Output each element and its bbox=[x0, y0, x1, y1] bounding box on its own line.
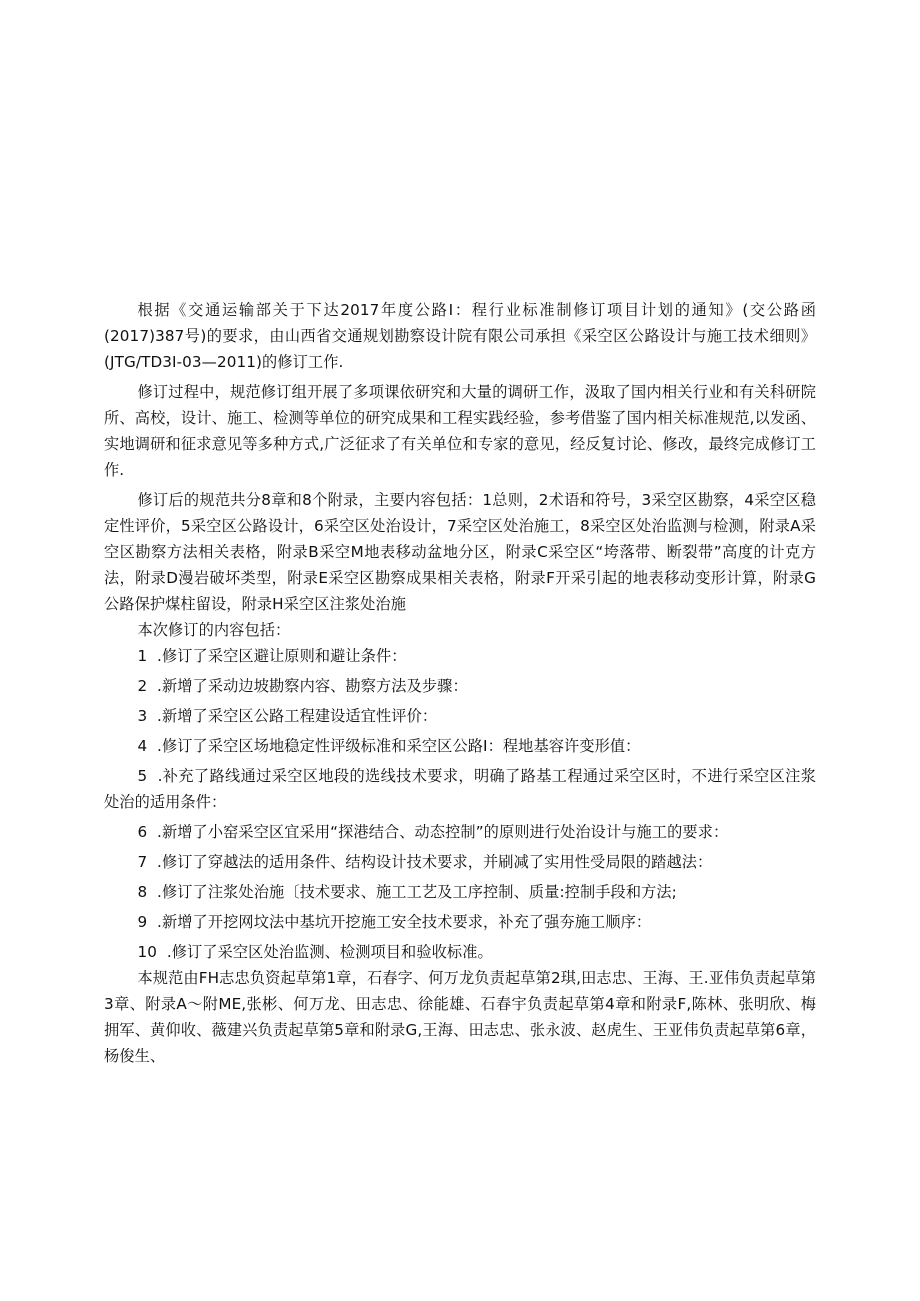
revision-item-3: 3 .新增了采空区公路工程建设适宜性评价： bbox=[137, 707, 438, 725]
revision-item-9: 9 .新增了开挖网坟法中基坑开挖施工安全技术要求，补充了强夯施工顺序： bbox=[137, 913, 652, 931]
paragraph-revision-basis: 根据《交通运输部关于下达2017年度公路I：程行业标准制修订项目计划的通知》(交公路函(2017)387号)的要求，由山西省交通规划勘察设计院有限公司承担《采空区公路设计与施工技术细则》(JTG∕TD3I-03—2011)的修订工作. bbox=[104, 301, 816, 371]
revision-item-6: 6 .新增了小窑采空区宜采用“探港结合、动态控制”的原则进行处治设计与施工的要求： bbox=[137, 823, 729, 841]
paragraph-revision-intro: 本次修订的内容包括： bbox=[137, 621, 291, 639]
revision-item-4: 4 .修订了采空区场地稳定性评级标准和采空区公路I：程地基容许变形值： bbox=[137, 737, 641, 755]
paragraph-revision-process: 修订过程中，规范修订组开展了多项课依研究和大量的调研工作，汲取了国内相关行业和有关科研院所、高校，设计、施工、检测等单位的研究成果和工程实践经验，参考借鉴了国内相关标准规范,以发函、实地调研和征求意见等多种方式,广泛征求了有关单位和专家的意见，经反复讨论、修改，最终完成修订工作. bbox=[104, 383, 816, 479]
paragraph-drafting-responsibilities: 本规范由FH志忠负资起草第1章，石春字、何万龙负责起草第2琪,田志忠、王海、王.亚伟负责起草第3章、附录A〜附ME,张彬、何万龙、田志忠、徐能雄、石春宇负责起草第4章和附录F,陈林、张明欣、梅拥军、黄仰收、薇建兴负责起草第5章和附录G,王海、田志忠、张永波、赵虎生、王亚伟负责起草第6章，杨俊生、 bbox=[104, 969, 816, 1065]
revision-item-1: 1 .修订了采空区避让原则和避让条件： bbox=[137, 647, 407, 665]
revision-item-2: 2 .新增了采动边坡勘察内容、勘察方法及步骤： bbox=[137, 677, 468, 695]
revision-item-5: 5 .补充了路线通过采空区地段的选线技术要求，明确了路基工程通过采空区时，不进行采空区注浆处治的适用条件： bbox=[104, 767, 816, 811]
preface-text bbox=[104, 297, 816, 1069]
paragraph-main-contents: 修订后的规范共分8章和8个附录，主要内容包括：1总则，2术语和符号，3采空区勘察，4采空区稳定性评价，5采空区公路设计，6采空区处治设计，7采空区处治施工，8采空区处治监测与检测，附录A采空区勘察方法相关表格，附录B采空M地表移动盆地分区，附录C采空区“垮落带、断裂带”高度的计克方法，附录D漫岩破坏类型，附录E采空区勘察成果相关表格，附录F开采引起的地表移动变形计算，附录G公路保护煤柱留设，附录H采空区注浆处治施 bbox=[104, 491, 816, 613]
revision-item-8: 8 .修订了注浆处治施〔技术要求、施工工艺及工序控制、质量:控制手段和方法; bbox=[137, 883, 677, 901]
revision-item-7: 7 .修订了穿越法的适用条件、结构设计技术要求，并刷减了实用性受局限的踏越法： bbox=[137, 853, 713, 871]
revision-item-10: 10 .修订了采空区处治监测、检测项目和验收标准。 bbox=[137, 943, 493, 961]
